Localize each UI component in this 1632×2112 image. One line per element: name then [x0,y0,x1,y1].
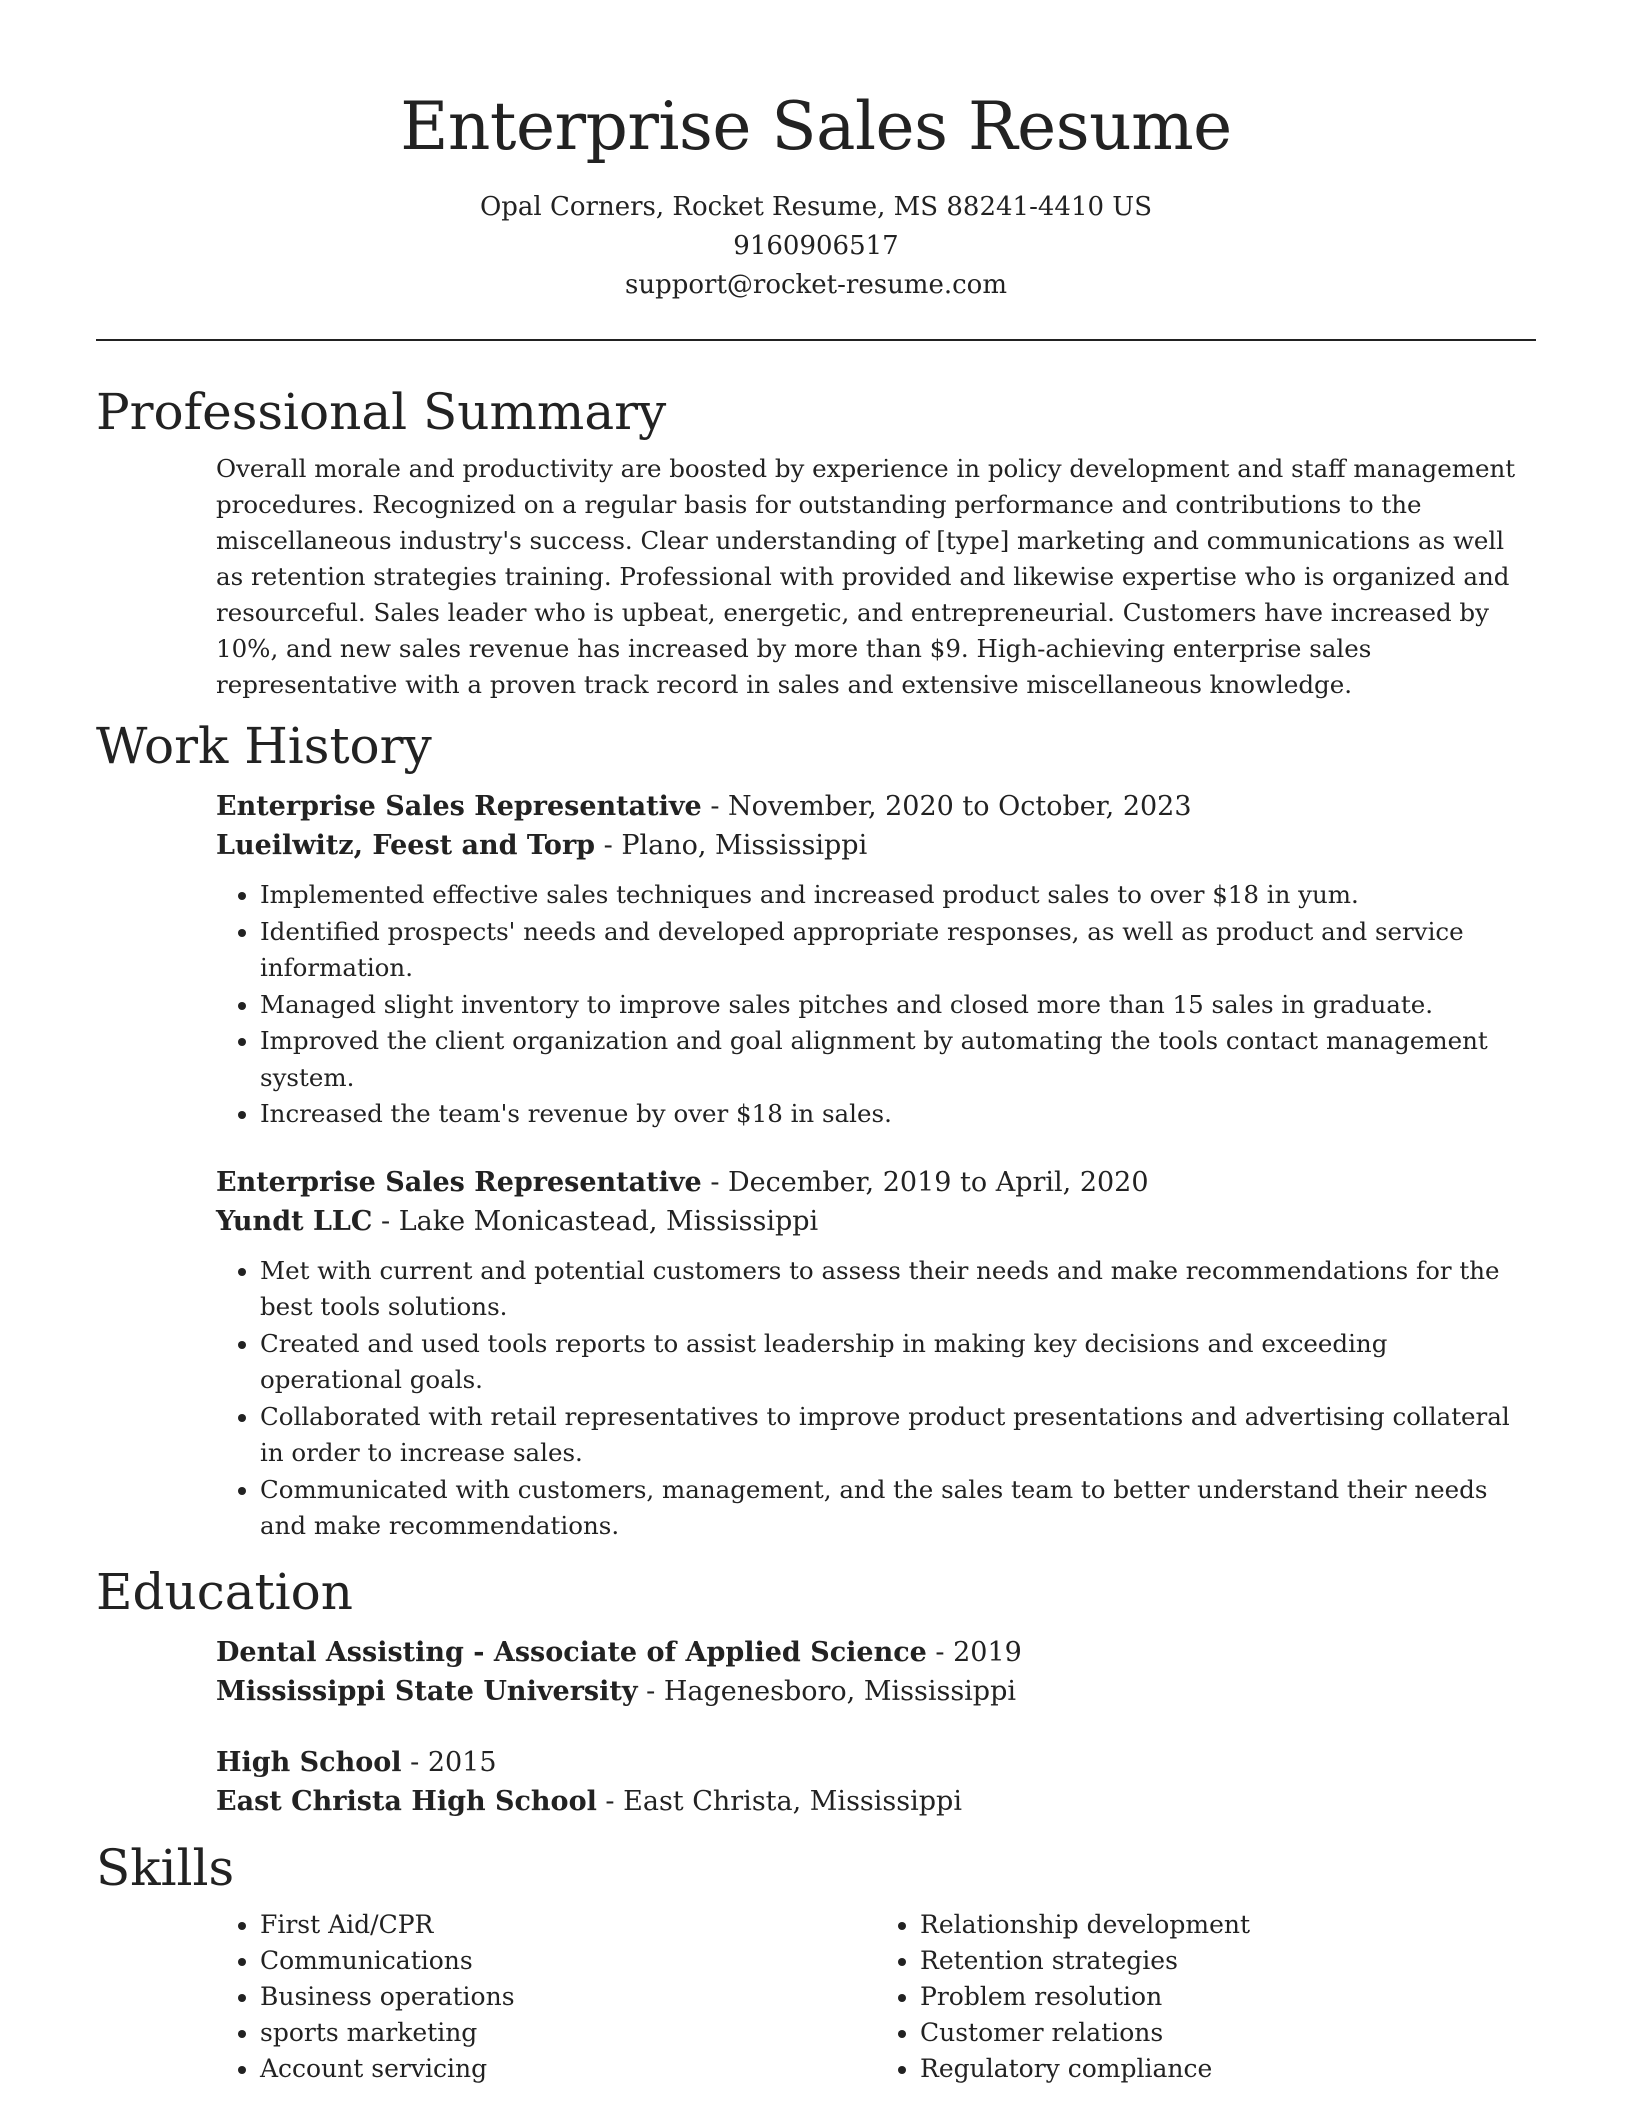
header-divider [96,339,1536,341]
job-location: - Plano, Mississippi [595,830,868,861]
education-section [216,1633,1536,1821]
summary-text: Overall morale and productivity are boosted by experience in policy development and staff management procedures. Recognized on a regular basis for outstanding performance and contributions to the miscellaneous industry's success. Clear understanding of [type] marketing and communications as well as retention strategies training. Professional with provided and likewise expertise who is organized and resourceful. Sales leader who is upbeat, energetic, and entrepreneurial. Customers have increased by 10%, and new sales revenue has increased by more than $9. High-achieving enterprise sales representative with a proven track record in sales and extensive miscellaneous knowledge. [216,454,1516,699]
contact-email: support@rocket-resume.com [624,270,1007,300]
skill-item: • Retention strategies [920,1943,1536,1979]
skill-item: • Account servicing [260,2051,876,2087]
job-location: - Lake Monicastead, Mississippi [372,1205,819,1237]
section-title-education: Education [96,1562,353,1621]
skill-item: • First Aid/CPR [260,1907,876,1943]
skills-section [216,1907,1536,2087]
job-dates: - December, 2019 to April, 2020 [701,1166,1149,1198]
resume-title: Enterprise Sales Resume [400,88,1232,165]
list-item: • Met with current and potential customers to assess their needs and make recommendations for the best tools solutions. [260,1253,1536,1326]
education-degree-line [216,1743,1536,1782]
skill-item: • Relationship development [920,1907,1536,1943]
skill-item: • Regulatory compliance [920,2051,1536,2087]
list-item: • Managed slight inventory to improve sales pitches and closed more than 15 sales in graduate. [260,987,1536,1024]
list-item: • Communicated with customers, management, and the sales team to better understand their needs and make recommendations. [260,1472,1536,1545]
section-title-summary: Professional Summary [96,383,667,441]
education-year: - 2019 [926,1636,1022,1668]
education-year: - 2015 [401,1746,497,1778]
job-position: Enterprise Sales Representative [216,1166,702,1198]
skill-item: • sports marketing [260,2015,876,2051]
job-company-line [216,1202,1536,1241]
job-company-line [216,826,1536,865]
job-dates: - November, 2020 to October, 2023 [701,791,1192,822]
job-entry [216,1163,1536,1545]
contact-info [96,188,1536,305]
list-item: • Improved the client organization and goal alignment by automating the tools contact management system. [260,1023,1536,1096]
list-item: • Created and used tools reports to assist leadership in making key decisions and exceeding operational goals. [260,1326,1536,1399]
skills-list-left [216,1907,876,2087]
list-item: • Increased the team's revenue by over $18 in sales. [260,1096,1536,1133]
job-company: Yundt LLC [216,1205,373,1237]
section-title-work-history: Work History [96,717,432,775]
job-duties-list [216,877,1536,1133]
job-duties-list [216,1253,1536,1545]
skill-item: • Communications [260,1943,876,1979]
contact-address: Opal Corners, Rocket Resume, MS 88241-4410 US [479,192,1153,222]
education-entry [216,1633,1536,1711]
summary-section [216,451,1536,703]
list-item: • Implemented effective sales techniques and increased product sales to over $18 in yum. [260,877,1536,914]
section-title-skills: Skills [96,1838,235,1897]
education-degree-line [216,1633,1536,1672]
education-location: - Hagenesboro, Mississippi [637,1675,1017,1707]
education-school: Mississippi State University [216,1675,638,1707]
job-title-line [216,1163,1536,1202]
education-school-line [216,1672,1536,1711]
resume-header [96,84,1536,305]
skill-item: • Problem resolution [920,1979,1536,2015]
job-entry [216,787,1536,1133]
skill-item: • Customer relations [920,2015,1536,2051]
job-position: Enterprise Sales Representative [216,791,702,822]
list-item: • Identified prospects' needs and developed appropriate responses, as well as product and service information. [260,914,1536,987]
education-degree: High School [216,1746,402,1778]
education-entry [216,1743,1536,1821]
education-location: - East Christa, Mississippi [596,1785,962,1817]
job-company: Lueilwitz, Feest and Torp [216,830,596,861]
skills-list-right [876,1907,1536,2087]
job-title-line [216,787,1536,826]
skill-item: • Business operations [260,1979,876,2015]
education-degree: Dental Assisting - Associate of Applied Science [216,1636,927,1668]
list-item: • Collaborated with retail representatives to improve product presentations and advertising collateral in order to increase sales. [260,1399,1536,1472]
contact-phone: 9160906517 [733,231,899,261]
education-school: East Christa High School [216,1785,597,1817]
work-history-section [216,787,1536,1545]
education-school-line [216,1782,1536,1821]
